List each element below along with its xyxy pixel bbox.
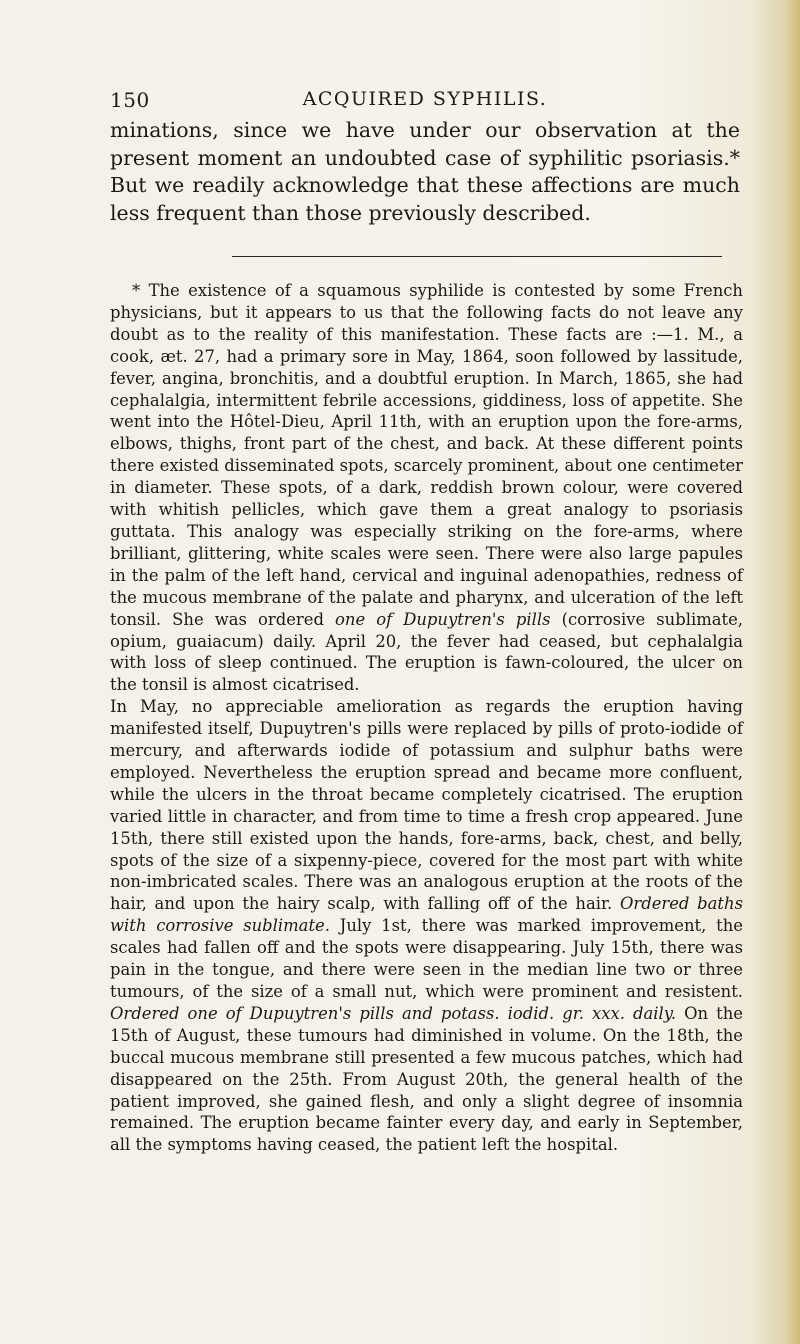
footnote-rule: [232, 256, 722, 257]
page-edge: [786, 0, 800, 1344]
footnote-paragraph-1: [110, 280, 743, 696]
footnote-text: In May, no appreciable amelioration as regards the eruption having manifested itself, Dupuytren's pills were replaced by pills of proto-iodide of mercury, and afterwards iodide of potassium and sulphur baths were employed. Nevertheless the eruption spread and became more confluent, while the ulcers in the throat became completely cicatrised. The eruption varied little in character, and from time to time a fresh crop appeared. June 15th, there still existed upon the hands, fore-arms, back, chest, and belly, spots of the size of a sixpenny-piece, covered for the most part with white non-imbricated scales. There was an analogous eruption at the roots of the hair, and upon the hairy scalp, with falling off of the hair.: [110, 697, 743, 914]
footnote-italic: Ordered baths with corrosive sublimate.: [110, 894, 743, 936]
footnote-text: On the 15th of August, these tumours had diminished in volume. On the 18th, the buccal mucous membrane still presented a few mucous patches, which had disappeared on the 25th. From August 20th, the general health of the patient improved, she gained flesh, and only a slight degree of insomnia remained. The eruption became fainter every day, and early in September, all the symptoms having ceased, the patient left the hospital.: [110, 1003, 743, 1155]
footnote: [110, 280, 743, 1156]
footnote-italic: one of Dupuytren's pills: [335, 609, 551, 629]
footnote-text: * The existence of a squamous syphilide is contested by some French physicians, but it appears to us that the following facts do not leave any doubt as to the reality of this manifestation. These facts are :—1. M., a cook, æt. 27, had a primary sore in May, 1864, soon followed by lassitude, fever, angina, bronchitis, and a doubtful eruption. In March, 1865, she had cephalalgia, intermittent febrile accessions, giddiness, loss of appetite. She went into the Hôtel-Dieu, April 11th, with an eruption upon the fore-arms, elbows, thighs, front part of the chest, and back. At these different points there existed disseminated spots, scarcely prominent, about one centimeter in diameter. These spots, of a dark, reddish brown colour, were covered with whitish pellicles, which gave them a great analogy to psoriasis guttata. This analogy was especially striking on the fore-arms, where brilliant, glittering, white scales were seen. There were also large papules in the palm of the left hand, cervical and inguinal adenopathies, redness of the mucous membrane of the palate and pharynx, and ulceration of the left tonsil. She was ordered: [110, 281, 743, 629]
footnote-italic: Ordered one of Dupuytren's pills and potass. iodid. gr. xxx. daily.: [110, 1003, 677, 1023]
body-paragraph: minations, since we have under our observation at the present moment an undoubted case of syphilitic psoriasis.* But we readily acknowledge that these affections are much less frequent than those previously described.: [110, 118, 740, 225]
page-header: [110, 88, 740, 112]
running-head: ACQUIRED SYPHILIS.: [302, 88, 548, 110]
page-number: 150: [110, 88, 150, 112]
footnote-text: (corrosive sublimate, opium, guaiacum) daily. April 20, the fever had ceased, but cephalalgia with loss of sleep continued. The eruption is fawn-coloured, the ulcer on the tonsil is almost cicatrised.: [110, 609, 744, 695]
footnote-paragraph-2: [110, 696, 743, 1156]
footnote-text: July 1st, there was marked improvement, the scales had fallen off and the spots were disappearing. July 15th, there was pain in the tongue, and there were seen in the median line two or three tumours, of the size of a small nut, which were prominent and resistent.: [110, 916, 743, 1001]
